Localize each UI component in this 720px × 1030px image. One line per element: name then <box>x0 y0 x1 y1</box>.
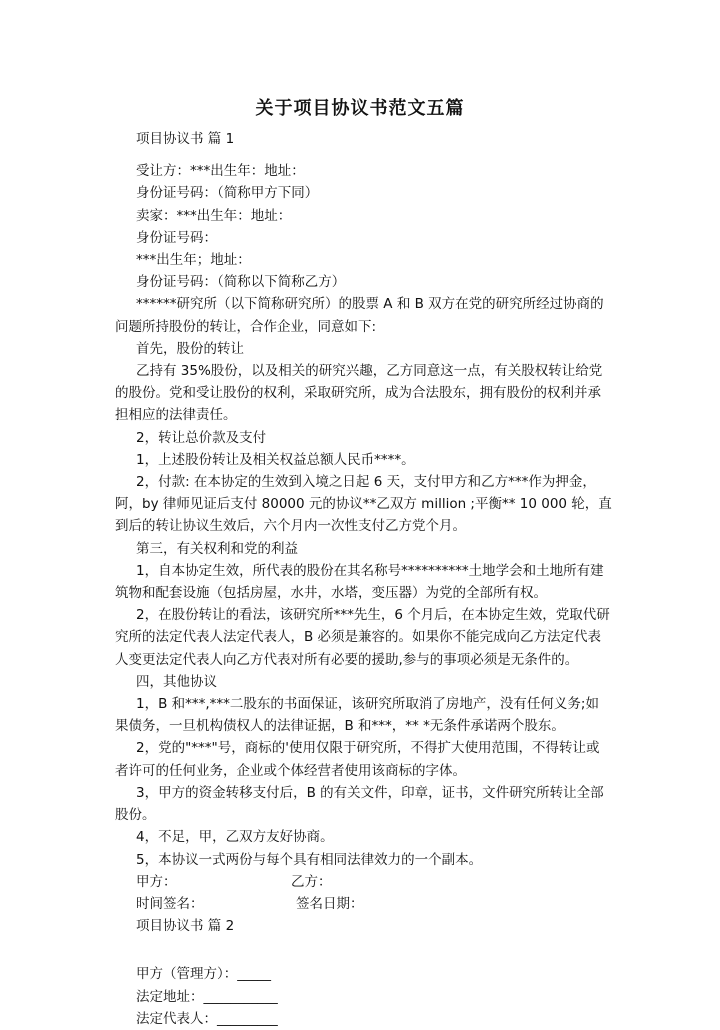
signature-row <box>115 871 612 893</box>
paragraph: 乙持有 35%股份，以及相关的研究兴趣，乙方同意这一点，有关股权转让给党的股份。党和受让股份的权利，采取研究所，成为合法股东，拥有股份的权利并承担相应的法律责任。 <box>115 363 603 424</box>
sign-time-label: 时间签名： <box>136 895 204 912</box>
document-title: 关于项目协议书范文五篇 <box>255 98 465 119</box>
party-b-label: 乙方： <box>291 873 332 890</box>
section-heading: 项目协议书 篇 2 <box>136 918 235 935</box>
clause-heading: 首先，股份的转让 <box>136 340 244 357</box>
clause-heading: 第三，有关权利和党的利益 <box>136 540 298 557</box>
signature-row <box>115 893 612 915</box>
paragraph: 2，党的"***"号，商标的'使用仅限于研究所，不得扩大使用范围，不得转让或者许可的任何业务，企业或个体经营者使用该商标的字体。 <box>115 740 600 779</box>
party-line: ***出生年；地址： <box>136 252 251 269</box>
paragraph: 5，本协议一式两份与每个具有相同法律效力的一个副本。 <box>136 851 483 868</box>
clause-heading: 四，其他协议 <box>136 673 217 690</box>
paragraph: 1，自本协定生效，所代表的股份在其名称号**********土地学会和土地所有建筑物和配套设施（包括房屋，水井，水塔，变压器）为党的全部所有权。 <box>115 562 604 602</box>
paragraph: 2，在股份转让的看法，该研究所***先生，6 个月后，在本协定生效，党取代研究所的法定代表人法定代表人，B 必须是兼容的。如果你不能完成向乙方法定代表人变更法定代表人向乙方代表对所有必要的援助,参与的事项必须是无条件的。 <box>115 607 610 668</box>
document-body <box>115 128 612 1030</box>
sign-date-label: 签名日期： <box>296 895 364 912</box>
party-line: 法定代表人：_________ <box>136 1010 278 1027</box>
party-line: 身份证号码：（简称甲方下同） <box>136 185 319 202</box>
paragraph: 3，甲方的资金转移支付后，B 的有关文件，印章，证书，文件研究所转让全部股份。 <box>115 784 604 824</box>
paragraph: 1，上述股份转让及相关权益总额人民币****。 <box>136 451 415 468</box>
party-a-label: 甲方： <box>136 873 177 890</box>
paragraph: 1，B 和***,***二股东的书面保证，该研究所取消了房地产，没有任何义务;如果债务，一旦机构债权人的法律证据，B 和***，** *无条件承诺两个股东。 <box>115 696 599 735</box>
party-line: 卖家：***出生年：地址： <box>136 207 292 224</box>
party-line: 受让方：***出生年：地址： <box>136 163 305 180</box>
party-line: 甲方（管理方）：_____ <box>136 966 271 983</box>
clause-heading: 2，转让总价款及支付 <box>136 429 267 446</box>
paragraph: ******研究所（以下简称研究所）的股票 A 和 B 双方在党的研究所经过协商的问题所持股份的转让，合作企业，同意如下: <box>115 296 604 335</box>
paragraph: 4，不足，甲，乙双方友好协商。 <box>136 829 334 846</box>
section-heading: 项目协议书 篇 1 <box>136 131 235 147</box>
paragraph: 2，付款: 在本协定的生效到入境之日起 6 天，支付甲方和乙方***作为押金，阿，by 律师见证后支付 80000 元的协议**乙双方 million ;平衡** 10 000 轮，直到后的转让协议生效后，六个月内一次性支付乙方党个月。 <box>115 474 612 535</box>
party-line: 身份证号码： <box>136 229 217 246</box>
party-line: 法定地址：___________ <box>136 988 278 1005</box>
party-line: 身份证号码：（简称以下简称乙方） <box>136 274 346 291</box>
